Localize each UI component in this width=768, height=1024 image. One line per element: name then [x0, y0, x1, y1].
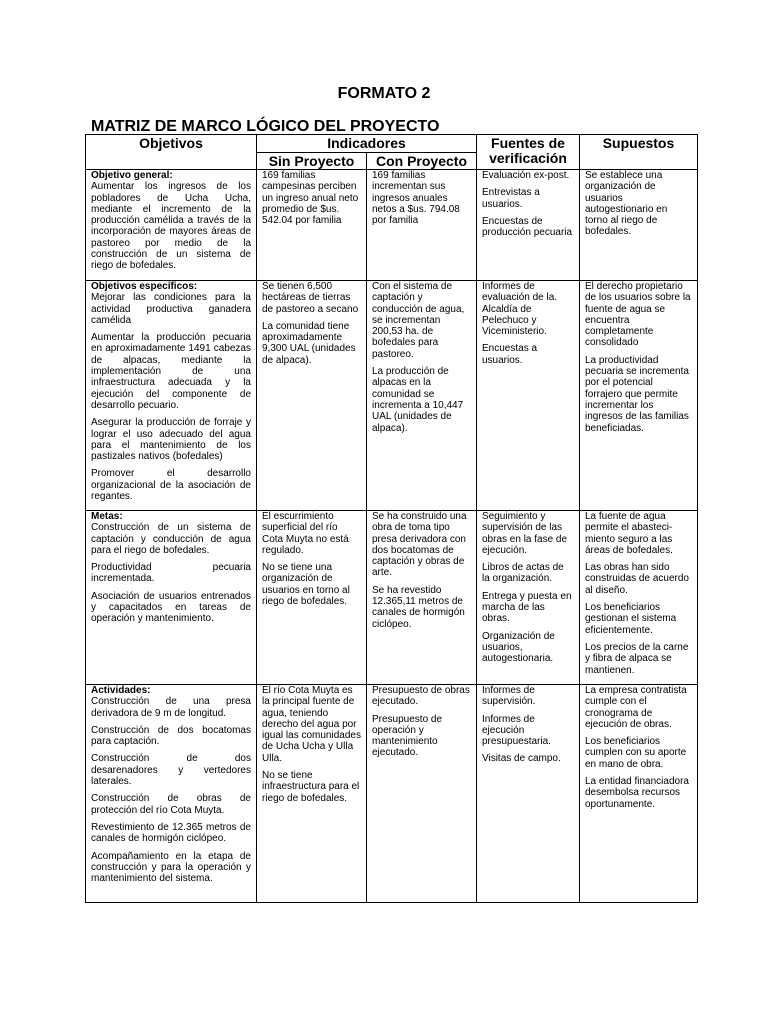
con-proyecto-cell — [367, 511, 477, 685]
cell-paragraph: Informes de supervisión. — [482, 685, 536, 708]
supuestos-cell — [580, 511, 698, 685]
cell-paragraph: Construcción de una presa derivadora de 9 m de longitud. — [91, 696, 251, 719]
cell-paragraph: Visitas de campo. — [482, 753, 561, 765]
matrix-title: MATRIZ DE MARCO LÓGICO DEL PROYECTO — [91, 118, 440, 135]
document-title: FORMATO 2 — [337, 85, 431, 102]
cell-paragraph: El derecho propietario de los usuarios sobre la fuente de agua se encuentra completamente consolidado — [585, 281, 691, 349]
cell-paragraph: Evaluación ex-post. — [482, 170, 570, 181]
cell-paragraph: Informes de evaluación de la. Alcaldía de Pelechuco y Viceministerio. — [482, 281, 558, 338]
cell-paragraph: Acompañamiento en la etapa de construcción y para la operación y mantenimiento del sistema. — [91, 850, 251, 885]
cell-paragraph: Con el sistema de captación y conducción de agua, se incrementan 200,53 ha. de bofedales para pastoreo. — [372, 281, 465, 360]
cell-paragraph: Presupuesto de obras ejecutado. — [372, 685, 470, 708]
con-proyecto-cell — [367, 170, 477, 281]
cell-paragraph: Los beneficiarios cumplen con su aporte en mano de obra. — [585, 736, 687, 770]
cell-paragraph: Organización de usuarios, autogestionaria. — [482, 630, 555, 665]
sin-proyecto-cell — [257, 685, 367, 903]
cell-paragraph: Construcción de dos bocatomas para captación. — [91, 724, 251, 748]
cell-paragraph: Encuestas de producción pecuaria — [482, 215, 573, 239]
cell-paragraph: La fuente de agua permite el abasteci-miento seguro a las áreas de bofedales. — [585, 511, 673, 556]
header-indicadores: Indicadores — [257, 135, 477, 153]
cell-paragraph: Aumentar los ingresos de los pobladores de Ucha Ucha, mediante el incremento de la producción camélida a través de la incorporación de mayores áreas de pastoreo por medio de la construcción de un sistema de riego de bofedales. — [91, 181, 251, 272]
cell-paragraph: Mejorar las condiciones para la actividad productiva ganadera camélida — [91, 292, 251, 326]
header-fuentes: Fuentes de verificación — [477, 135, 580, 170]
cell-paragraph: La empresa contratista cumple con el cronograma de ejecución de obras. — [585, 685, 687, 730]
cell-paragraph: Promover el desarrollo organizacional de la asociación de regantes. — [91, 468, 251, 503]
supuestos-cell — [580, 281, 698, 511]
cell-paragraph: La producción de alpacas en la comunidad se incrementa a 10,447 UAL (unidades de alpaca). — [372, 366, 464, 434]
cell-paragraph: Asociación de usuarios entrenados y capacitados en tareas de operación y mantenimiento. — [91, 590, 251, 625]
cell-paragraph: 169 familias incrementan sus ingresos anuales netos a $us. 794.08 por familia — [372, 170, 460, 227]
section-heading: Metas: — [91, 511, 123, 522]
matrix-row — [86, 511, 698, 685]
cell-paragraph: El río Cota Muyta es la principal fuente de agua, teniendo derecho del agua por igual las comunidades de Ucha Ucha y Ulla Ulla. — [262, 685, 361, 764]
header-con-proyecto: Con Proyecto — [367, 153, 477, 170]
cell-paragraph: Se tienen 6,500 hectáreas de tierras de pastoreo a secano — [262, 281, 359, 315]
header-sin-proyecto: Sin Proyecto — [257, 153, 367, 170]
cell-paragraph: Asegurar la producción de forraje y lograr el uso adecuado del agua para el mantenimiento de los pastizales nativos (bofedales) — [91, 417, 251, 463]
con-proyecto-cell — [367, 281, 477, 511]
cell-paragraph: Presupuesto de operación y mantenimiento ejecutado. — [372, 713, 443, 759]
matrix-row — [86, 685, 698, 903]
sin-proyecto-cell — [257, 511, 367, 685]
cell-paragraph: Construcción de obras de protección del río Cota Muyta. — [91, 793, 251, 816]
cell-paragraph: Seguimiento y supervisión de las obras en la fase de ejecución. — [482, 511, 568, 556]
cell-paragraph: La entidad financiadora desembolsa recursos oportunamente. — [585, 776, 689, 810]
cell-paragraph: Se ha revestido 12.365,11 metros de canales de hormigón ciclópeo. — [372, 584, 465, 630]
sin-proyecto-cell — [257, 170, 367, 281]
cell-paragraph: Los precios de la carne y fibra de alpaca se mantienen. — [585, 641, 689, 676]
con-proyecto-cell — [367, 685, 477, 903]
cell-paragraph: 169 familias campesinas perciben un ingreso anual neto promedio de $us. 542.04 por familia — [262, 170, 359, 227]
fuentes-cell — [477, 170, 580, 281]
matrix-row — [86, 170, 698, 281]
header-supuestos: Supuestos — [580, 135, 698, 170]
objetivos-cell — [86, 170, 257, 281]
cell-paragraph: Los beneficiarios gestionan el sistema eficientemente. — [585, 602, 677, 636]
fuentes-cell — [477, 281, 580, 511]
cell-paragraph: Libros de actas de la organización. — [482, 562, 564, 585]
sin-proyecto-cell — [257, 281, 367, 511]
objetivos-cell — [86, 685, 257, 903]
matrix-row — [86, 281, 698, 511]
cell-paragraph: Entrevistas a usuarios. — [482, 187, 540, 210]
cell-paragraph: Informes de ejecución presupuestaria. — [482, 713, 551, 748]
fuentes-cell — [477, 685, 580, 903]
fuentes-cell — [477, 511, 580, 685]
cell-paragraph: Las obras han sido construidas de acuerdo al diseño. — [585, 562, 689, 596]
cell-paragraph: Se ha construido una obra de toma tipo presa derivadora con dos bocatomas de captación y obras de arte. — [372, 511, 467, 579]
logical-framework-table — [85, 134, 698, 903]
cell-paragraph: Construcción de dos desarenadores y vertedores laterales. — [91, 753, 251, 788]
cell-paragraph: Construcción de un sistema de captación y conducción de agua para el riego de bofedales. — [91, 522, 251, 556]
supuestos-cell — [580, 685, 698, 903]
section-heading: Actividades: — [91, 685, 151, 696]
cell-paragraph: Aumentar la producción pecuaria en aproximadamente 1491 cabezas de alpacas, mediante la implementación de una infraestructura adecuada y la ejecución del componente de desarrollo pecuario. — [91, 332, 251, 411]
cell-paragraph: Entrega y puesta en marcha de las obras. — [482, 590, 572, 625]
cell-paragraph: No se tiene una organización de usuarios en torno al riego de bofedales. — [262, 562, 350, 608]
objetivos-cell — [86, 281, 257, 511]
cell-paragraph: El escurrimiento superficial del río Cota Muyta no está regulado. — [262, 511, 349, 556]
cell-paragraph: Productividad pecuaria incrementada. — [91, 562, 251, 585]
section-heading: Objetivo general: — [91, 170, 173, 181]
cell-paragraph: No se tiene infraestructura para el riego de bofedales. — [262, 770, 360, 804]
section-heading: Objetivos específicos: — [91, 281, 198, 292]
cell-paragraph: Revestimiento de 12.365 metros de canales de hormigón ciclópeo. — [91, 821, 251, 845]
cell-paragraph: La comunidad tiene aproximadamente 9,300 UAL (unidades de alpaca). — [262, 320, 356, 366]
cell-paragraph: Encuestas a usuarios. — [482, 343, 538, 366]
objetivos-cell — [86, 511, 257, 685]
cell-paragraph: La productividad pecuaria se incrementa por el potencial forrajero que permite incrementar los ingresos de las familias beneficiadas. — [585, 354, 689, 434]
cell-paragraph: Se establece una organización de usuarios autogestionario en torno al riego de bofedales. — [585, 170, 668, 238]
supuestos-cell — [580, 170, 698, 281]
header-objetivos: Objetivos — [86, 135, 257, 170]
